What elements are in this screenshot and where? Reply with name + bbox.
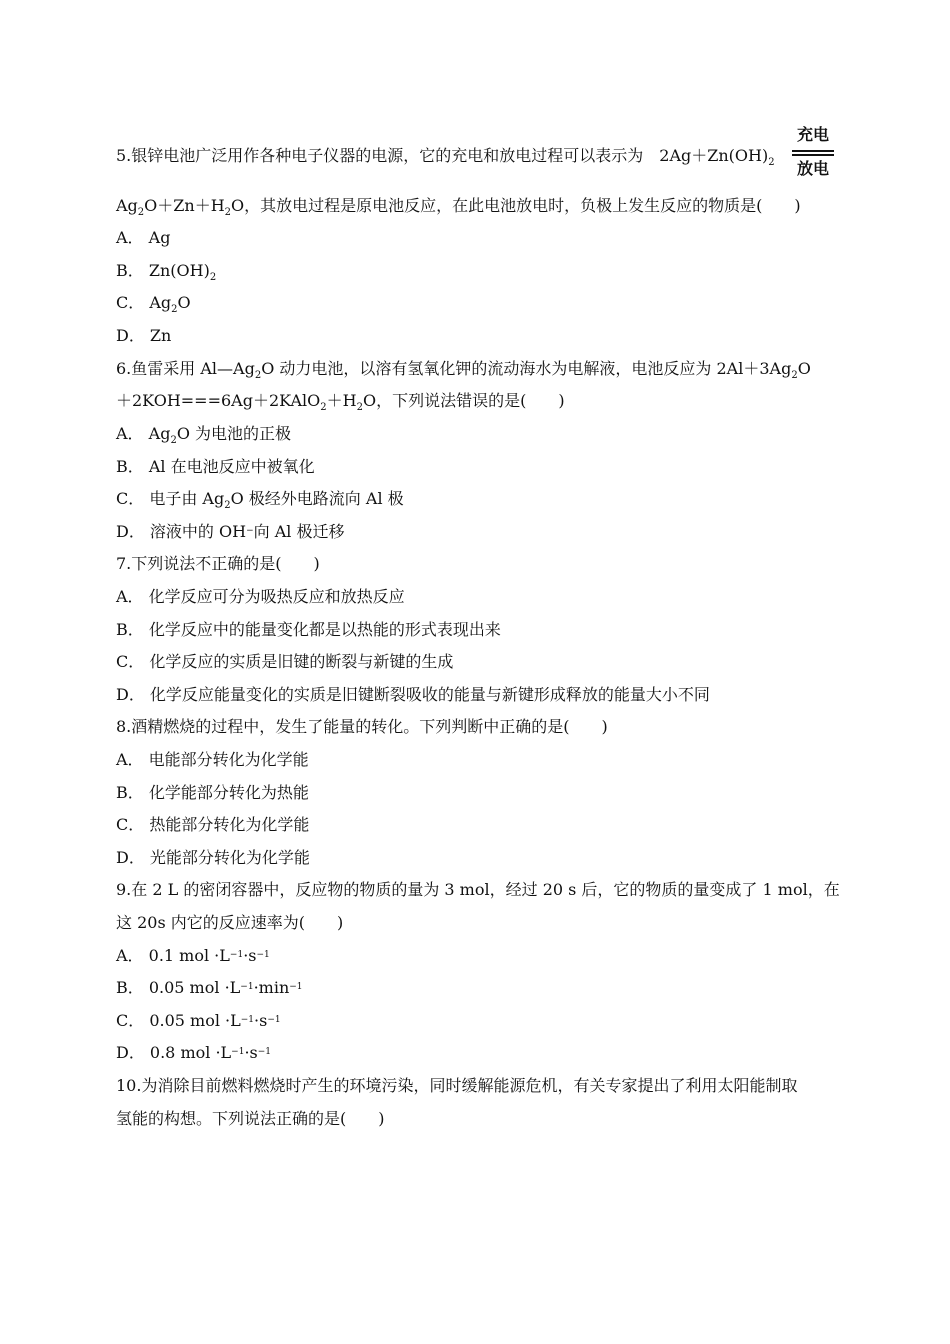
arrow-bar — [792, 150, 834, 152]
q5-option-d: D． Zn — [116, 326, 172, 345]
q6-option-a: A． $Ag_2O$ 为电池的正极 — [116, 424, 292, 446]
q6-option-b: B． Al 在电池反应中被氧化 — [116, 457, 315, 476]
q8-option-b: B． 化学能部分转化为热能 — [116, 783, 309, 802]
q9-option-c: C． 0.05 mol $\cdot L^{-1}\cdot s^{-1}$ — [116, 1011, 281, 1030]
q9-option-d: D． 0.8 mol $\cdot L^{-1}\cdot s^{-1}$ — [116, 1043, 272, 1062]
q9-option-a: A． 0.1 mol $\cdot L^{-1}\cdot s^{-1}$ — [116, 946, 270, 965]
q8-option-d: D． 光能部分转化为化学能 — [116, 848, 310, 867]
q5-line2: $Ag_2O+Zn+H_2O$，其放电过程是原电池反应，在此电池放电时，负极上发生反应的物质是( ) — [116, 196, 801, 218]
q7-option-b: B． 化学反应中的能量变化都是以热能的形式表现出来 — [116, 620, 501, 639]
q10-line2: 氢能的构想。下列说法正确的是( ) — [116, 1109, 385, 1128]
q9-option-b: B． 0.05 mol $\cdot L^{-1}\cdot\min^{-1}$ — [116, 978, 303, 997]
q8-option-c: C． 热能部分转化为化学能 — [116, 815, 310, 834]
q7-option-a: A． 化学反应可分为吸热反应和放热反应 — [116, 587, 405, 606]
q6-line1: 6.鱼雷采用 $Al—Ag_2O$ 动力电池，以溶有氢氧化钾的流动海水为电解液，电池反应为 $2Al+3Ag_2O$ — [116, 359, 811, 381]
q7-option-d: D． 化学反应能量变化的实质是旧键断裂吸收的能量与新键形成释放的能量大小不同 — [116, 685, 710, 704]
q5-option-a: A． Ag — [116, 228, 171, 247]
q7-option-c: C． 化学反应的实质是旧键的断裂与新键的生成 — [116, 652, 454, 671]
q5-option-c: C． $Ag_2O$ — [116, 293, 191, 315]
arrow-bar — [792, 154, 834, 156]
q10-line1: 10.为消除目前燃料燃烧时产生的环境污染，同时缓解能源危机，有关专家提出了利用太阳能制取 — [116, 1076, 798, 1095]
q5-line1: 5.银锌电池广泛用作各种电子仪器的电源，它的充电和放电过程可以表示为 $2Ag+Zn(OH)_2$ — [116, 146, 775, 168]
q9-line1: 9.在 2 L 的密闭容器中，反应物的物质的量为 3 mol，经过 20 s 后，它的物质的量变成了 1 mol，在 — [116, 880, 840, 899]
charge-discharge-arrow — [790, 126, 836, 180]
arrow-bottom-label: 放电 — [796, 159, 829, 178]
q7-stem: 7.下列说法不正确的是( ) — [116, 554, 320, 573]
arrow-top-label: 充电 — [796, 125, 829, 144]
q9-line2: 这 20s 内它的反应速率为( ) — [116, 913, 344, 932]
q5-option-b: B． $Zn(OH)_2$ — [116, 261, 217, 283]
q6-line2: $+2KOH===6Ag+2KAlO_2+H_2O$，下列说法错误的是( ) — [116, 391, 565, 413]
q8-stem: 8.酒精燃烧的过程中，发生了能量的转化。下列判断中正确的是( ) — [116, 717, 608, 736]
q6-option-c: C． 电子由 $Ag_2O$ 极经外电路流向 Al 极 — [116, 489, 404, 511]
q6-option-d: D． 溶液中的 OH−向 Al 极迁移 — [116, 522, 345, 541]
q8-option-a: A． 电能部分转化为化学能 — [116, 750, 309, 769]
